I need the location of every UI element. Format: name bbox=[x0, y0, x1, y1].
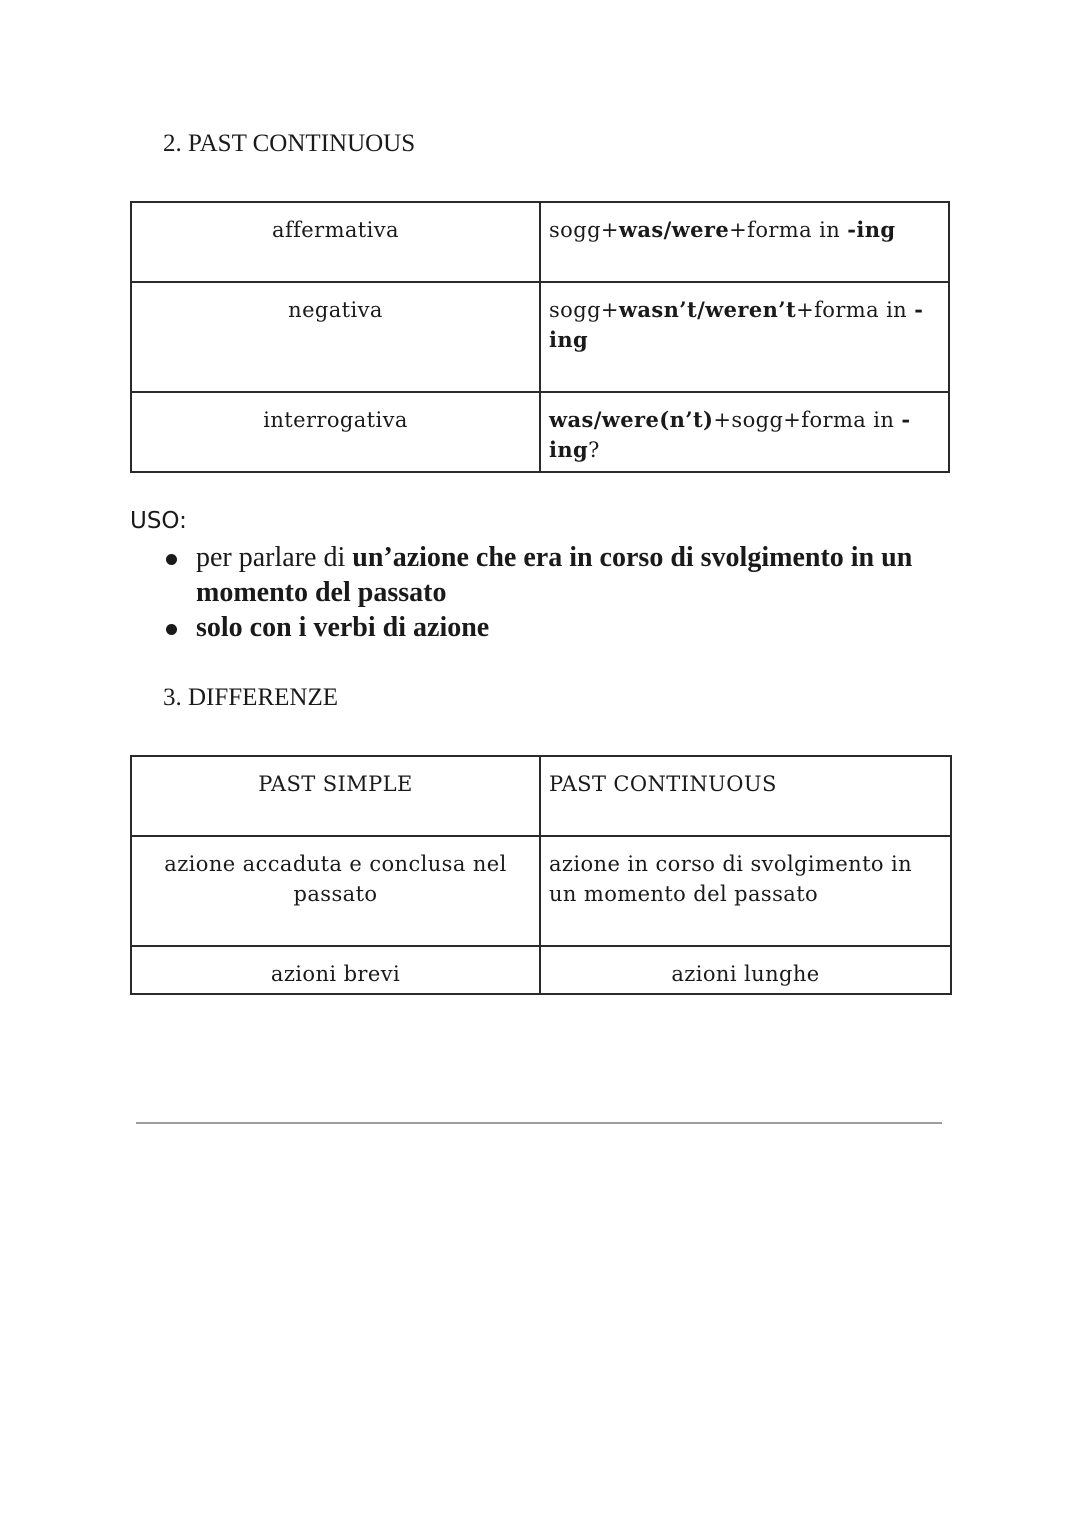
table-row bbox=[131, 946, 951, 994]
form-label: interrogativa bbox=[131, 392, 540, 472]
table-cell: azione in corso di svolgimento in un momento del passato bbox=[540, 836, 951, 946]
bullet-icon bbox=[166, 624, 177, 635]
column-header-past-simple: PAST SIMPLE bbox=[131, 756, 540, 836]
column-header-past-continuous: PAST CONTINUOUS bbox=[540, 756, 951, 836]
table-cell: azione accaduta e conclusa nel passato bbox=[131, 836, 540, 946]
text: per parlare di bbox=[196, 542, 353, 573]
list-item bbox=[130, 540, 950, 610]
text: +sogg+forma in bbox=[713, 408, 902, 432]
text: +forma in bbox=[729, 218, 848, 242]
bold-text: wasn’t/weren’t bbox=[618, 297, 797, 322]
bold-text: was/were bbox=[618, 217, 730, 242]
text: ? bbox=[588, 438, 600, 462]
past-continuous-table bbox=[130, 201, 950, 473]
form-formula bbox=[540, 202, 949, 282]
text: sogg+ bbox=[549, 298, 619, 322]
table-cell: azioni brevi bbox=[131, 946, 540, 994]
section-heading-past-continuous: 2. PAST CONTINUOUS bbox=[163, 130, 416, 157]
section-heading-differenze: 3. DIFFERENZE bbox=[163, 684, 338, 711]
form-label: negativa bbox=[131, 282, 540, 392]
list-item-text bbox=[196, 542, 912, 608]
bold-text: was/were(n’t) bbox=[549, 407, 714, 432]
divider bbox=[136, 1122, 942, 1124]
table-row bbox=[131, 282, 949, 392]
uso-label: USO: bbox=[130, 508, 187, 534]
table-cell: azioni lunghe bbox=[540, 946, 951, 994]
table-row bbox=[131, 392, 949, 472]
table-header-row bbox=[131, 756, 951, 836]
table-row bbox=[131, 836, 951, 946]
bold-text: solo con i verbi di azione bbox=[196, 612, 490, 643]
form-label: affermativa bbox=[131, 202, 540, 282]
form-formula bbox=[540, 282, 949, 392]
uso-list bbox=[130, 540, 950, 645]
text: +forma in bbox=[796, 298, 915, 322]
table-row bbox=[131, 202, 949, 282]
bold-text: un’azione che era in corso di svolgimento in un momento del passato bbox=[196, 542, 913, 608]
bold-text: -ing bbox=[549, 297, 924, 352]
bullet-icon bbox=[166, 554, 177, 565]
text: sogg+ bbox=[549, 218, 619, 242]
bold-text: -ing bbox=[549, 407, 911, 462]
list-item bbox=[130, 610, 950, 645]
bold-text: -ing bbox=[847, 217, 896, 242]
form-formula bbox=[540, 392, 949, 472]
differenze-table bbox=[130, 755, 952, 995]
list-item-text bbox=[196, 612, 489, 643]
